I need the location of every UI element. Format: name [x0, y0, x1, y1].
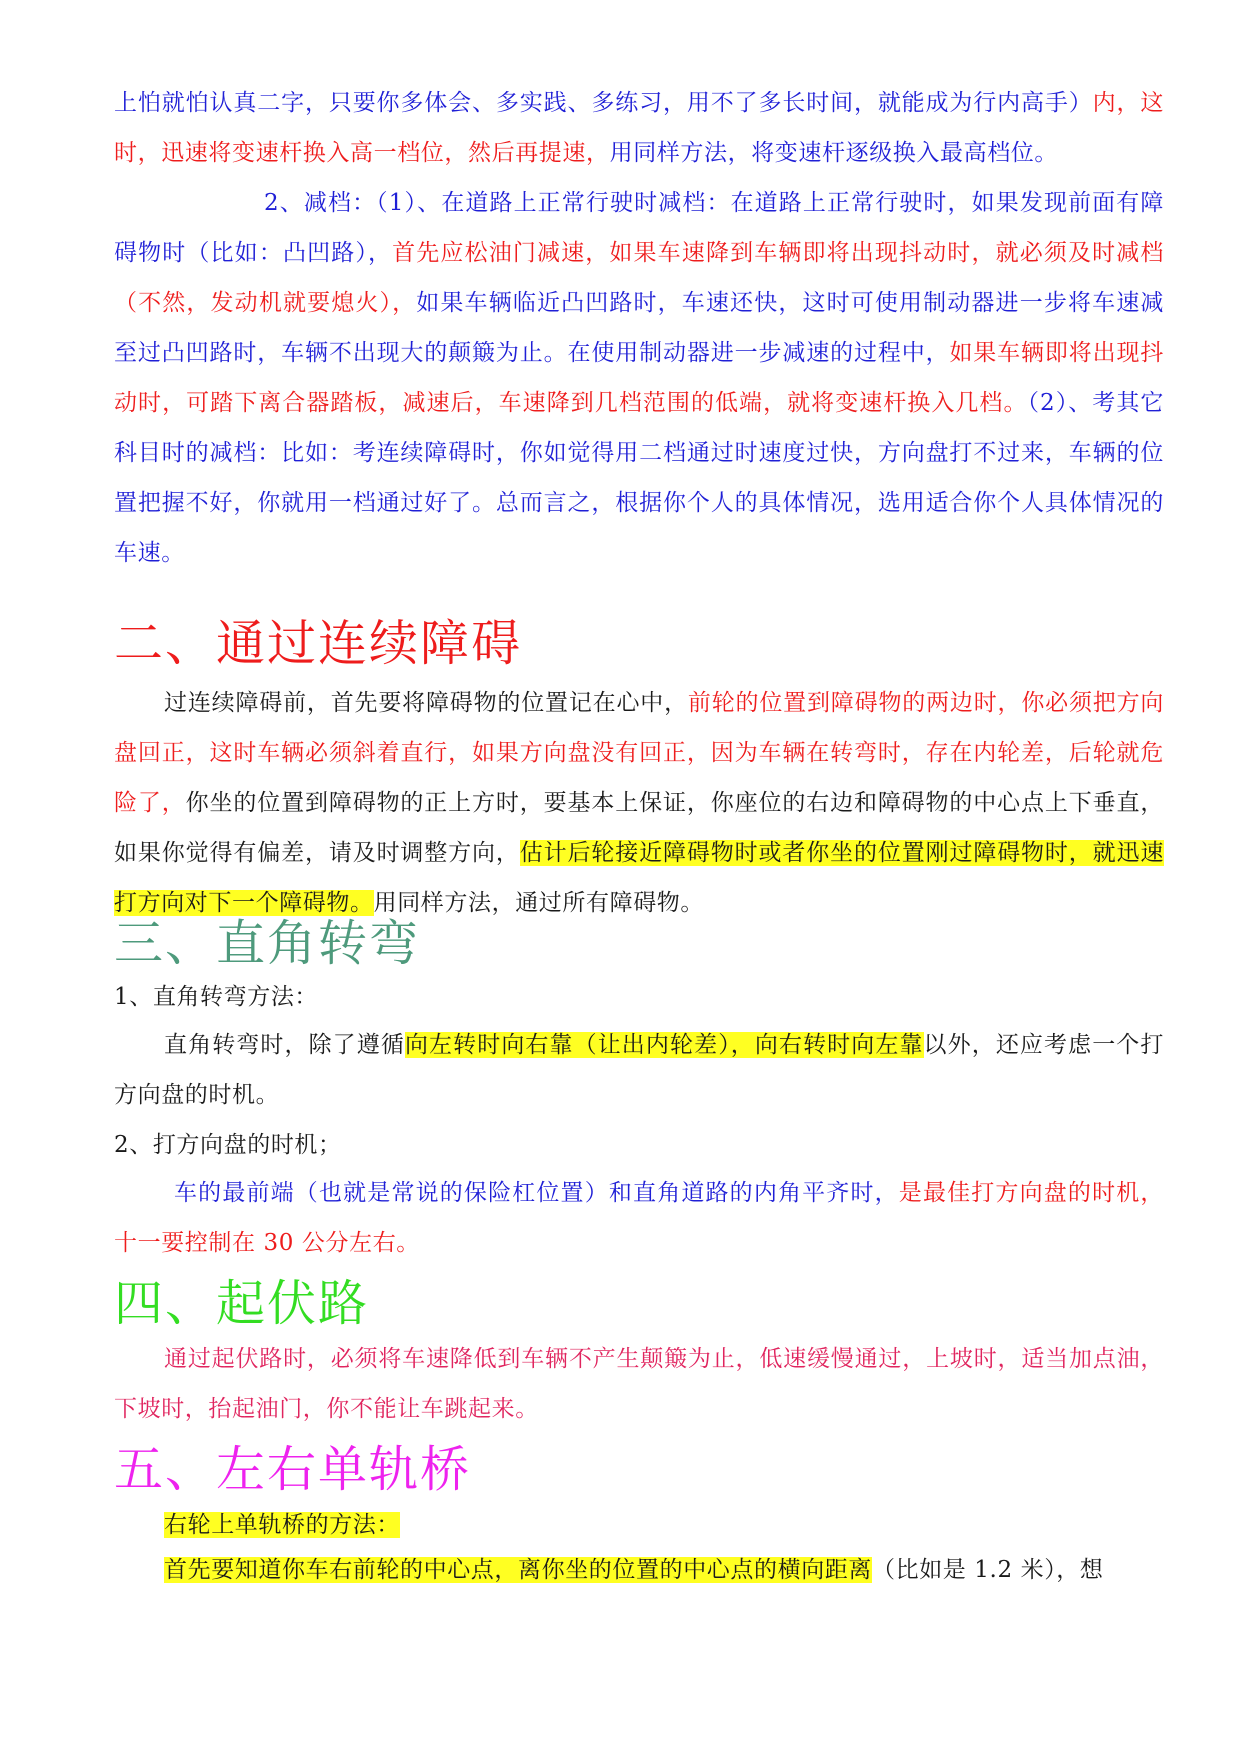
paragraph-continuous-obstacles: [114, 678, 1164, 928]
highlighted-text: 右轮上单轨桥的方法：: [164, 1512, 400, 1538]
paragraph-undulating-road: [114, 1334, 1164, 1434]
text-run: 前轮的位置到障碍物的两边时，你必须把方向盘回正，这时车辆必须斜着直行，如果方向盘没有回正，因为车辆在转弯时，存在内轮差，后轮就危险了，: [114, 690, 1164, 816]
heading-undulating-road: 四、起伏路: [114, 1275, 370, 1332]
text-run: 直角转弯时，除了遵循: [164, 1032, 405, 1058]
heading-continuous-obstacles: 二、通过连续障碍: [114, 615, 523, 672]
paragraph-turn-method: [114, 1020, 1164, 1120]
text-run: 车的最前端（也就是常说的保险杠位置）和直角道路的内角平齐时，: [174, 1180, 899, 1206]
text-run: 上怕就怕认真二字，只要你多体会、多实践、多练习，用不了多长时间，就能成为行内高手）: [114, 90, 1093, 116]
text-run: 2、减档：（1）、在道路上正常行驶时减档：在道路上正常行驶时，如果发现前面有障碍物时（比如：凸凹路），: [114, 190, 1164, 266]
text-run: 通过起伏路时，必须将车速降低到车辆不产生颠簸为止，低速缓慢通过，上坡时，适当加点油，下坡时，抬起油门，你不能让车跳起来。: [114, 1346, 1164, 1422]
text-run: 估计后轮接近障碍物时或者你坐的位置刚过障碍物时，就迅速打方向对下一个障碍物。: [114, 840, 1165, 916]
text-run: 首先应松油门减速，如果车速降到车辆即将出现抖动时，就必须及时减档（不然，发动机就要熄火），: [114, 240, 1165, 316]
text-run: 用同样方法，将变速杆逐级换入最高档位。: [609, 140, 1059, 166]
text-run: 向左转时向右靠（让出内轮差），向右转时向左靠: [404, 1032, 924, 1058]
text-run: 如果车辆即将出现抖动时，可踏下离合器踏板，减速后，车速降到几档范围的低端，就将变速杆换入几档。: [114, 340, 1164, 416]
paragraph-downshift: [114, 178, 1164, 578]
paragraph-steer-timing: [114, 1168, 1164, 1268]
heading-right-angle-turn: 三、直角转弯: [114, 915, 421, 972]
text-run: 内，这时，迅速将变速杆换入高一档位，然后再提速，: [114, 90, 1164, 166]
subheading-steer-timing: 2、打方向盘的时机；: [114, 1132, 342, 1158]
paragraph-right-wheel-method: [114, 1545, 1164, 1595]
text-run: 如果车辆临近凸凹路时，车速还快，这时可使用制动器进一步将车速减至过凸凹路时，车辆不出现大的颠簸为止。在使用制动器进一步减速的过程中，: [114, 290, 1164, 366]
subheading-right-wheel-method: [164, 1505, 400, 1545]
heading-single-rail-bridge: 五、左右单轨桥: [114, 1441, 472, 1498]
text-run: 用同样方法，通过所有障碍物。: [373, 890, 705, 916]
text-run: （比如是 1.2 米），想: [872, 1557, 1104, 1583]
text-run: 是最佳打方向盘的时机，十一要控制在 30 公分左右。: [114, 1180, 1164, 1256]
text-run: 以外，还应考虑一个打方向盘的时机。: [114, 1032, 1165, 1108]
text-run: 你坐的位置到障碍物的正上方时，要基本上保证，你座位的右边和障碍物的中心点上下垂直，如果你觉得有偏差，请及时调整方向，: [114, 790, 1164, 866]
text-run: 首先要知道你车右前轮的中心点，离你坐的位置的中心点的横向距离: [164, 1557, 872, 1583]
text-run: 过连续障碍前，首先要将障碍物的位置记在心中，: [164, 690, 688, 716]
text-run: （2）、考其它科目时的减档：比如：考连续障碍时，你如觉得用二档通过时速度过快，方向盘打不过来，车辆的位置把握不好，你就用一档通过好了。总而言之，根据你个人的具体情况，选用适合你个人具体情况的车速。: [114, 390, 1164, 566]
paragraph-upshift-end: [114, 78, 1164, 178]
subheading-turn-method: 1、直角转弯方法：: [114, 984, 319, 1010]
